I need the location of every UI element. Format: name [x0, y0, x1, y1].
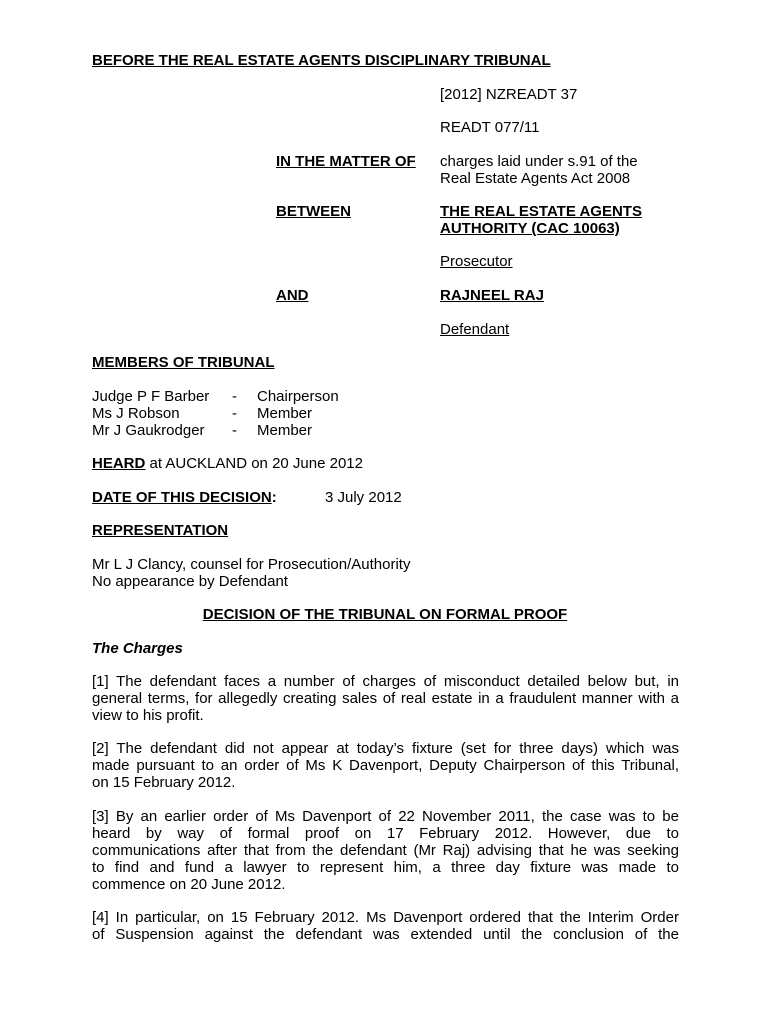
paragraph-line: heard by way of formal proof on 17 February 2012. However, due to — [92, 825, 679, 842]
party1-name-line-1: THE REAL ESTATE AGENTS — [440, 203, 642, 220]
member-role: Member — [257, 405, 313, 422]
paragraph-line: communications after that from the defendant (Mr Raj) advising that he was seeking — [92, 842, 679, 859]
heard-label: HEARD — [92, 455, 146, 472]
paragraph-2 — [92, 740, 679, 791]
decision-date-colon: : — [271, 489, 277, 506]
paragraph-line: [3] By an earlier order of Ms Davenport of 22 November 2011, the case was to be — [92, 808, 679, 825]
member-dash: - — [232, 422, 237, 439]
member-dash: - — [232, 405, 237, 422]
heard-line — [92, 455, 363, 472]
heard-text: at AUCKLAND on 20 June 2012 — [145, 455, 363, 472]
tribunal-heading: BEFORE THE REAL ESTATE AGENTS DISCIPLINARY TRIBUNAL — [92, 52, 551, 69]
decision-title: DECISION OF THE TRIBUNAL ON FORMAL PROOF — [202, 606, 568, 623]
representation-line-2: No appearance by Defendant — [92, 573, 288, 590]
member-role: Chairperson — [257, 388, 339, 405]
paragraph-3 — [92, 808, 679, 893]
member-name: Ms J Robson — [92, 405, 180, 422]
party1-role: Prosecutor — [440, 253, 513, 270]
and-label: AND — [276, 287, 309, 304]
file-number: READT 077/11 — [440, 119, 540, 136]
decision-date: 3 July 2012 — [325, 489, 402, 506]
paragraph-line: general terms, for allegedly creating sales of real estate in a fraudulent manner with a — [92, 690, 679, 707]
representation-heading: REPRESENTATION — [92, 522, 229, 539]
matter-label: IN THE MATTER OF — [276, 153, 416, 170]
member-name: Judge P F Barber — [92, 388, 210, 405]
paragraph-line: made pursuant to an order of Ms K Davenport, Deputy Chairperson of this Tribunal, — [92, 757, 679, 774]
paragraph-line: [4] In particular, on 15 February 2012. Ms Davenport ordered that the Interim Order — [92, 909, 679, 926]
paragraph-line: [1] The defendant faces a number of charges of misconduct detailed below but, in — [92, 673, 679, 690]
paragraph-line: view to his profit. — [92, 707, 204, 724]
representation-line-1: Mr L J Clancy, counsel for Prosecution/Authority — [92, 556, 411, 573]
between-label: BETWEEN — [276, 203, 351, 220]
party1-name-line-2: AUTHORITY (CAC 10063) — [440, 220, 620, 237]
members-heading: MEMBERS OF TRIBUNAL — [92, 354, 275, 371]
paragraph-line: to find and fund a lawyer to represent him, a three day fixture was made to — [92, 859, 679, 876]
member-name: Mr J Gaukrodger — [92, 422, 205, 439]
paragraph-line: [2] The defendant did not appear at today’s fixture (set for three days) which was — [92, 740, 679, 757]
citation: [2012] NZREADT 37 — [440, 86, 578, 103]
member-dash: - — [232, 388, 237, 405]
matter-text-line-2: Real Estate Agents Act 2008 — [440, 170, 631, 187]
party2-name: RAJNEEL RAJ — [440, 287, 544, 304]
paragraph-1 — [92, 673, 679, 724]
paragraph-line: commence on 20 June 2012. — [92, 876, 286, 893]
paragraph-4 — [92, 909, 679, 943]
party2-role: Defendant — [440, 321, 510, 338]
decision-date-line — [92, 489, 277, 506]
decision-date-label: DATE OF THIS DECISION — [92, 489, 272, 506]
paragraph-line: of Suspension against the defendant was extended until the conclusion of the — [92, 926, 679, 943]
section-heading: The Charges — [92, 640, 183, 657]
member-role: Member — [257, 422, 313, 439]
paragraph-line: on 15 February 2012. — [92, 774, 236, 791]
matter-text-line-1: charges laid under s.91 of the — [440, 153, 638, 170]
